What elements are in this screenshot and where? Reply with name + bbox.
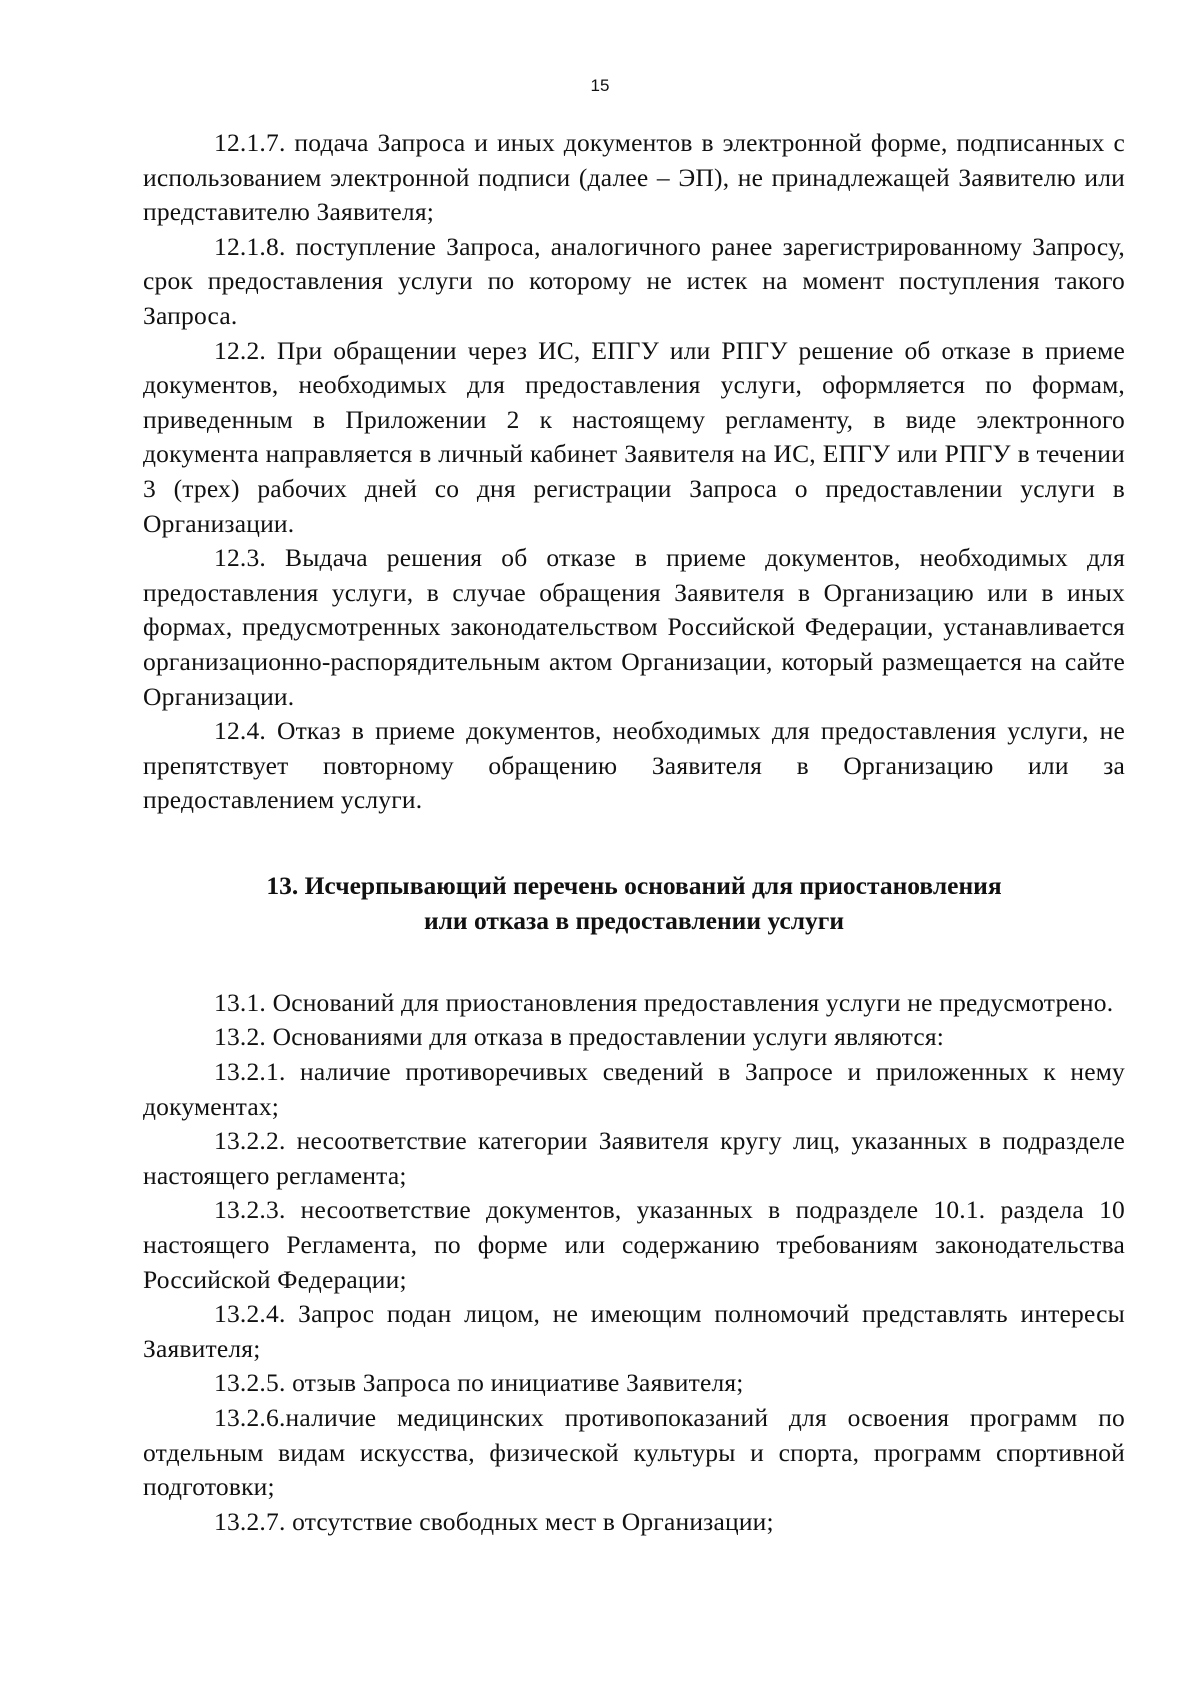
document-body xyxy=(143,126,1125,1539)
paragraph-13-2-1: 13.2.1. наличие противоречивых сведений в Запросе и приложенных к нему документах; xyxy=(143,1057,1125,1121)
paragraph-12-4: 12.4. Отказ в приеме документов, необходимых для предоставления услуги, не препятствует повторному обращению Заявителя в Организацию или за предоставлением услуги. xyxy=(143,716,1125,815)
paragraph-12-3: 12.3. Выдача решения об отказе в приеме документов, необходимых для предоставления услуги, в случае обращения Заявителя в Организацию или в иных формах, предусмотренных законодательством Российской Федерации, устанавливается организационно-распорядительным актом Организации, который размещается на сайте Организации. xyxy=(143,543,1125,711)
paragraph-13-2-5: 13.2.5. отзыв Запроса по инициативе Заявителя; xyxy=(214,1368,744,1398)
paragraph-13-2-7: 13.2.7. отсутствие свободных мест в Организации; xyxy=(214,1506,774,1536)
paragraph-13-2-4: 13.2.4. Запрос подан лицом, не имеющим полномочий представлять интересы Заявителя; xyxy=(143,1299,1125,1363)
paragraph-13-2-2: 13.2.2. несоответствие категории Заявителя кругу лиц, указанных в подразделе настоящего регламента; xyxy=(143,1126,1125,1190)
paragraph-12-1-7: 12.1.7. подача Запроса и иных документов в электронной форме, подписанных с использованием электронной подписи (далее – ЭП), не принадлежащей Заявителю или представителю Заявителя; xyxy=(143,128,1125,227)
paragraph-13-2: 13.2. Основаниями для отказа в предоставлении услуги являются: xyxy=(214,1022,945,1052)
paragraph-13-1: 13.1. Оснований для приостановления предоставления услуги не предусмотрено. xyxy=(214,987,1114,1017)
paragraph-12-1-8: 12.1.8. поступление Запроса, аналогичного ранее зарегистрированному Запросу, срок предоставления услуги по которому не истек на момент поступления такого Запроса. xyxy=(143,231,1125,330)
section-heading-line-1: 13. Исчерпывающий перечень оснований для приостановления xyxy=(266,870,1002,900)
section-heading-line-2: или отказа в предоставлении услуги xyxy=(423,905,845,935)
paragraph-12-2: 12.2. При обращении через ИС, ЕПГУ или РПГУ решение об отказе в приеме документов, необходимых для предоставления услуги, оформляется по формам, приведенным в Приложении 2 к настоящему регламенту, в виде электронного документа направляется в личный кабинет Заявителя на ИС, ЕПГУ или РПГУ в течении 3 (трех) рабочих дней со дня регистрации Запроса о предоставлении услуги в Организации. xyxy=(143,335,1125,538)
paragraph-13-2-3: 13.2.3. несоответствие документов, указанных в подразделе 10.1. раздела 10 настоящего Регламента, по форме или содержанию требованиям законодательства Российской Федерации; xyxy=(143,1195,1125,1294)
paragraph-13-2-6: 13.2.6.наличие медицинских противопоказаний для освоения программ по отдельным видам искусства, физической культуры и спорта, программ спортивной подготовки; xyxy=(143,1403,1125,1502)
section-heading-13 xyxy=(143,868,1125,938)
page-number: 15 xyxy=(590,76,610,95)
